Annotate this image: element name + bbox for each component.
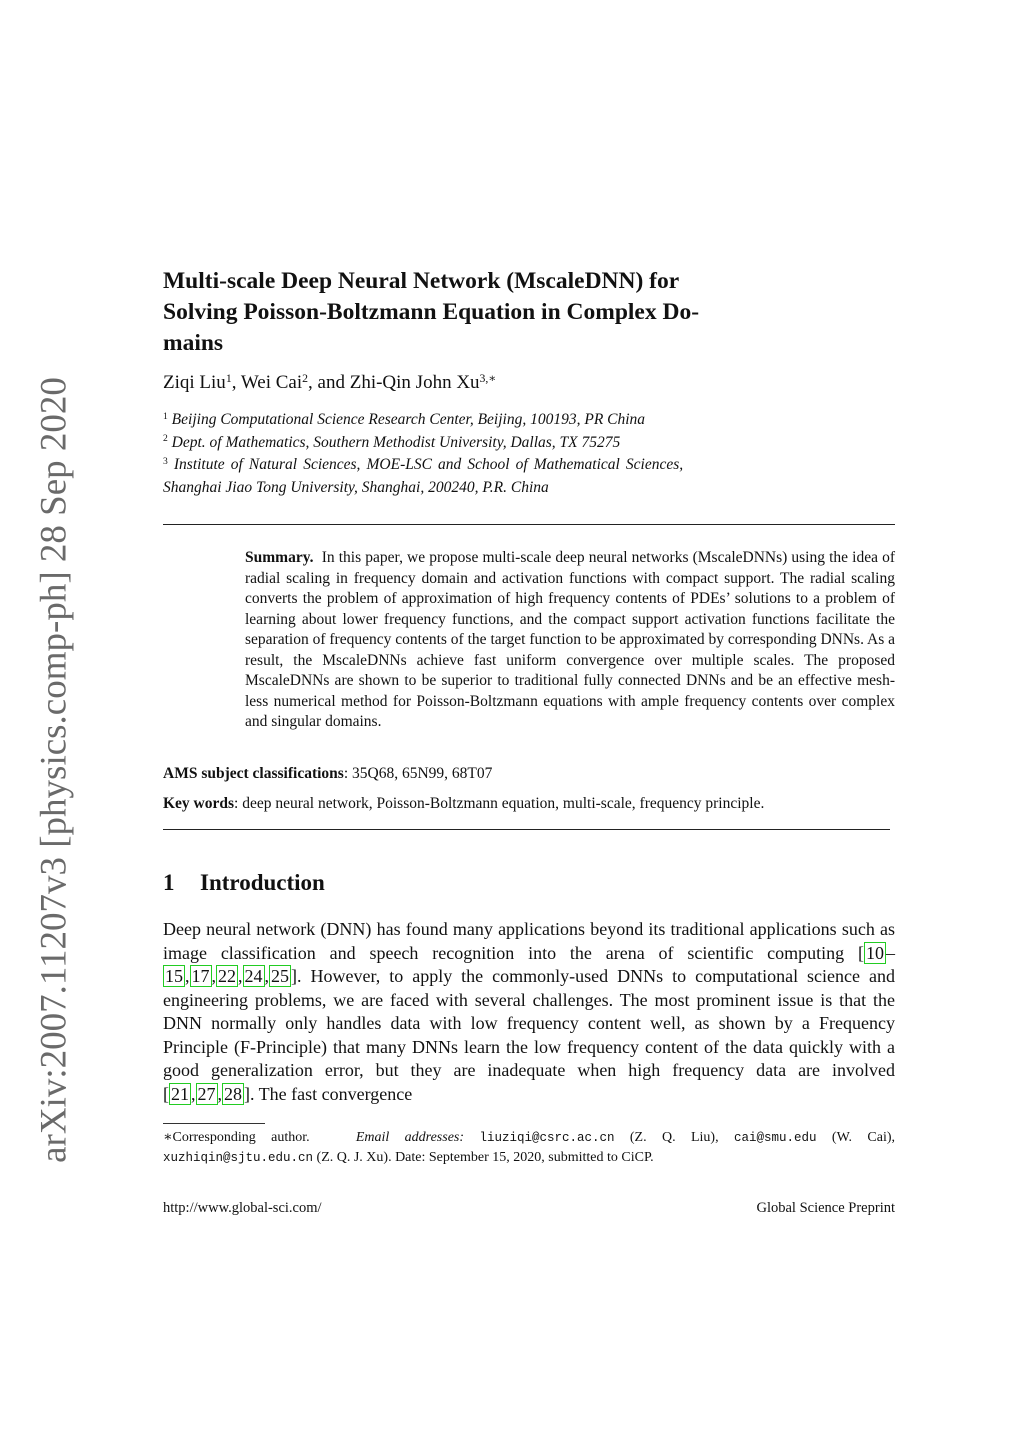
paper-title (163, 266, 803, 359)
footnote-rule (163, 1123, 265, 1124)
author-2: Wei Cai (240, 372, 303, 393)
author-sep: , and (308, 372, 350, 393)
summary-label: Summary. (245, 549, 314, 566)
citation-link[interactable]: 22 (218, 966, 236, 986)
footer-label: Global Science Preprint (756, 1200, 895, 1216)
affiliation: $^3$ Institute of Natural Sciences, MOE-LSC and School of Mathematical Sciences, (163, 455, 684, 473)
title-line-3: mains (163, 330, 224, 356)
email-link[interactable]: xuzhiqin@sjtu.edu.cn (163, 1151, 314, 1165)
title-line-1: Multi-scale Deep Neural Network (MscaleDNN) for (163, 268, 680, 294)
author-3-affil: 3,∗ (479, 371, 497, 385)
author-1: Ziqi Liu (163, 372, 226, 393)
author-sep: , (231, 372, 241, 393)
title-line-2: Solving Poisson-Boltzmann Equation in Complex Do- (163, 299, 700, 325)
footer-url[interactable]: http://www.global-sci.com/ (163, 1200, 322, 1216)
footnote: ∗Corresponding author. Email addresses: liuziqi@csrc.ac.cn (Z. Q. Liu), cai@smu.edu (W. Cai), xuzhiqin@sjtu.edu.cn (Z. Q. J. Xu). Date: September 15, 2020, submitted to CiCP. (163, 1130, 896, 1165)
affiliations (163, 410, 763, 498)
divider-bottom (163, 829, 890, 830)
summary-text: In this paper, we propose multi-scale deep neural networks (MscaleDNNs) using the idea of radial scaling in frequency domain and activation functions with compact support. The radial scaling converts the problem of approximation of high frequency contents of PDEs’ solutions to a problem of learning about lower frequency functions, and the compact support activation functions facilitate the separation of frequency contents of the target function to be approximated by corresponding DNNs. As a result, the MscaleDNNs achieve fast uniform convergence over multiple scales. The proposed MscaleDNNs are shown to be superior to traditional fully connected DNNs and be an effective mesh-less numerical method for Poisson-Boltzmann equations with ample frequency contents over complex and singular domains. (245, 549, 896, 730)
section-number: 1 (163, 870, 175, 895)
affiliation: Shanghai Jiao Tong University, Shanghai, 200240, P.R. China (163, 478, 549, 496)
email-link[interactable]: liuziqi@csrc.ac.cn (479, 1131, 615, 1145)
keywords-value: : deep neural network, Poisson-Boltzmann equation, multi-scale, frequency principle. (234, 795, 765, 812)
citation-link[interactable]: 17 (191, 966, 210, 986)
citation-link[interactable]: 25 (271, 966, 289, 986)
ams-value: : 35Q68, 65N99, 68T07 (343, 765, 493, 782)
affiliation: $^2$ Dept. of Mathematics, Southern Methodist University, Dallas, TX 75275 (163, 433, 621, 451)
citation-link[interactable]: 24 (244, 966, 263, 986)
affiliation: $^1$ Beijing Computational Science Research Center, Beijing, 100193, PR China (163, 410, 646, 428)
author-3: Zhi-Qin John Xu (349, 372, 480, 393)
ams-label: AMS subject classifications (163, 765, 344, 782)
section-heading (163, 870, 325, 896)
section-title: Introduction (200, 870, 325, 895)
intro-paragraph: Deep neural network (DNN) has found many applications beyond its traditional applications such as image classification and speech recognition into the arena of scientific computing [ 10 –15 , 17 , 22 , 24 , 25 ]. However, to apply the commonly-used DNNs to computational science and engineering problems, we are faced with several challenges. The most prominent issue is that the DNN normally only handles data with low frequency content well, as shown by a Frequency Principle (F-Principle) that many DNNs learn the low frequency content of the data quickly with a good generalization error, but they are inadequate when high frequency data are involved [ 21 , 27 , 28 ]. The fast convergence (163, 919, 895, 1104)
author-1-affil: 1 (225, 371, 232, 385)
citation-link[interactable]: 27 (197, 1083, 216, 1104)
citation-link[interactable]: 28 (224, 1083, 242, 1104)
keywords (163, 795, 764, 813)
summary-block (245, 548, 895, 733)
email-link[interactable]: cai@smu.edu (734, 1131, 817, 1145)
keywords-label: Key words (163, 795, 235, 812)
ams-classifications (163, 765, 492, 783)
citation-link[interactable]: 10 (866, 942, 884, 963)
author-2-affil: 2 (302, 371, 309, 385)
author-list (163, 372, 496, 394)
divider-top (163, 524, 895, 525)
citation-link[interactable]: 21 (171, 1083, 189, 1104)
arxiv-stamp: arXiv:2007.11207v3 [physics.comp-ph] 28 Sep 2020 (33, 377, 75, 1163)
citation-link[interactable]: 15 (165, 966, 183, 986)
